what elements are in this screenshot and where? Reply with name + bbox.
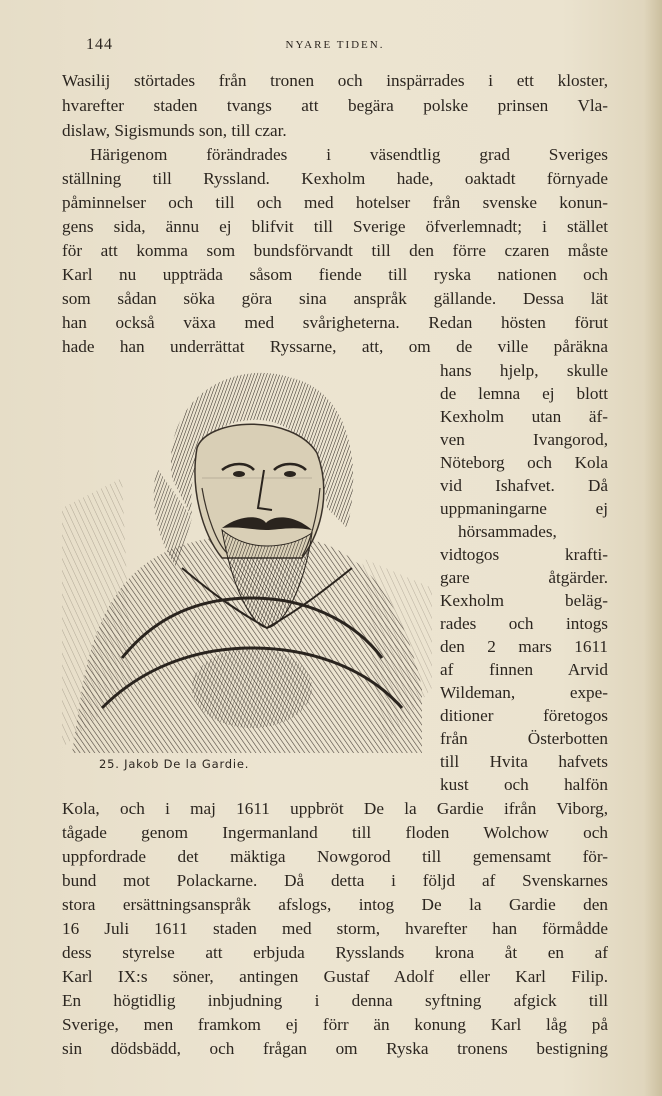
text-line: rades och intogs	[440, 614, 608, 633]
text-line: ställning till Ryssland. Kexholm hade, oaktadt förnyade	[62, 169, 608, 188]
text-line: 16 Juli 1611 staden med storm, hvarefter han förmådde	[62, 919, 608, 938]
running-title: NYARE TIDEN.	[285, 39, 385, 51]
page-header	[62, 36, 608, 56]
text-line: till Hvita hafvets	[440, 752, 608, 771]
text-line: stora ersättningsanspråk afslogs, intog De la Gardie den	[62, 895, 608, 914]
text-line: från Österbotten	[440, 729, 608, 748]
text-line: bund mot Polackarne. Då detta i följd af Svenskarnes	[62, 871, 608, 890]
text-line: Härigenom förändrades i väsendtlig grad Sveriges	[90, 145, 608, 164]
text-line: Kexholm beläg-	[440, 591, 608, 610]
text-line: Sverige, men framkom ej förr än konung Karl låg på	[62, 1015, 608, 1034]
text-line: uppmaningarne ej	[440, 499, 608, 518]
text-line: Kexholm utan äf-	[440, 407, 608, 426]
text-line: dislaw, Sigismunds son, till czar.	[62, 121, 287, 140]
text-line: Nöteborg och Kola	[440, 453, 608, 472]
text-line: Wildeman, expe-	[440, 683, 608, 702]
text-line: af finnen Arvid	[440, 660, 608, 679]
text-line: gens sida, ännu ej blifvit till Sverige öfverlemnadt; i stället	[62, 217, 608, 236]
portrait-engraving	[62, 358, 432, 760]
text-line: En högtidlig inbjudning i denna syftning afgick till	[62, 991, 608, 1010]
text-line: de lemna ej blott	[440, 384, 608, 403]
figure-caption: 25. Jakob De la Gardie.	[99, 757, 250, 771]
text-line: Karl IX:s söner, antingen Gustaf Adolf eller Karl Filip.	[62, 967, 608, 986]
text-line: hans hjelp, skulle	[440, 361, 608, 380]
text-line: ditioner företogos	[440, 706, 608, 725]
text-line: han också växa med svårigheterna. Redan hösten förut	[62, 313, 608, 332]
text-line: hvarefter staden tvangs att begära polske prinsen Vla-	[62, 96, 608, 115]
text-line: vidtogos krafti-	[440, 545, 608, 564]
text-line: tågade genom Ingermanland till floden Wolchow och	[62, 823, 608, 842]
text-line: den 2 mars 1611	[440, 637, 608, 656]
text-line: kust och halfön	[440, 775, 608, 794]
text-line: dess styrelse att erbjuda Rysslands krona åt en af	[62, 943, 608, 962]
text-line: sin dödsbädd, och frågan om Ryska tronens bestigning	[62, 1039, 608, 1058]
page-edge-shadow	[644, 0, 662, 1096]
text-line: Karl nu uppträda såsom fiende till ryska nationen och	[62, 265, 608, 284]
text-line: påminnelser och till och med hotelser från svenske konun-	[62, 193, 608, 212]
text-line: Kola, och i maj 1611 uppbröt De la Gardie ifrån Viborg,	[62, 799, 608, 818]
page-number: 144	[86, 36, 113, 53]
text-line: vid Ishafvet. Då	[440, 476, 608, 495]
text-line: hade han underrättat Ryssarne, att, om de ville påräkna	[62, 337, 608, 356]
text-line: som sådan söka göra sina anspråk gällande. Dessa lät	[62, 289, 608, 308]
text-line: hörsammades,	[458, 522, 557, 541]
text-line: uppfordrade det mäktiga Nowgorod till gemensamt för-	[62, 847, 608, 866]
text-line: Wasilij störtades från tronen och inspärrades i ett kloster,	[62, 71, 608, 90]
text-line: för att komma som bundsförvandt till den förre czaren måste	[62, 241, 608, 260]
text-line: ven Ivangorod,	[440, 430, 608, 449]
text-line: gare åtgärder.	[440, 568, 608, 587]
